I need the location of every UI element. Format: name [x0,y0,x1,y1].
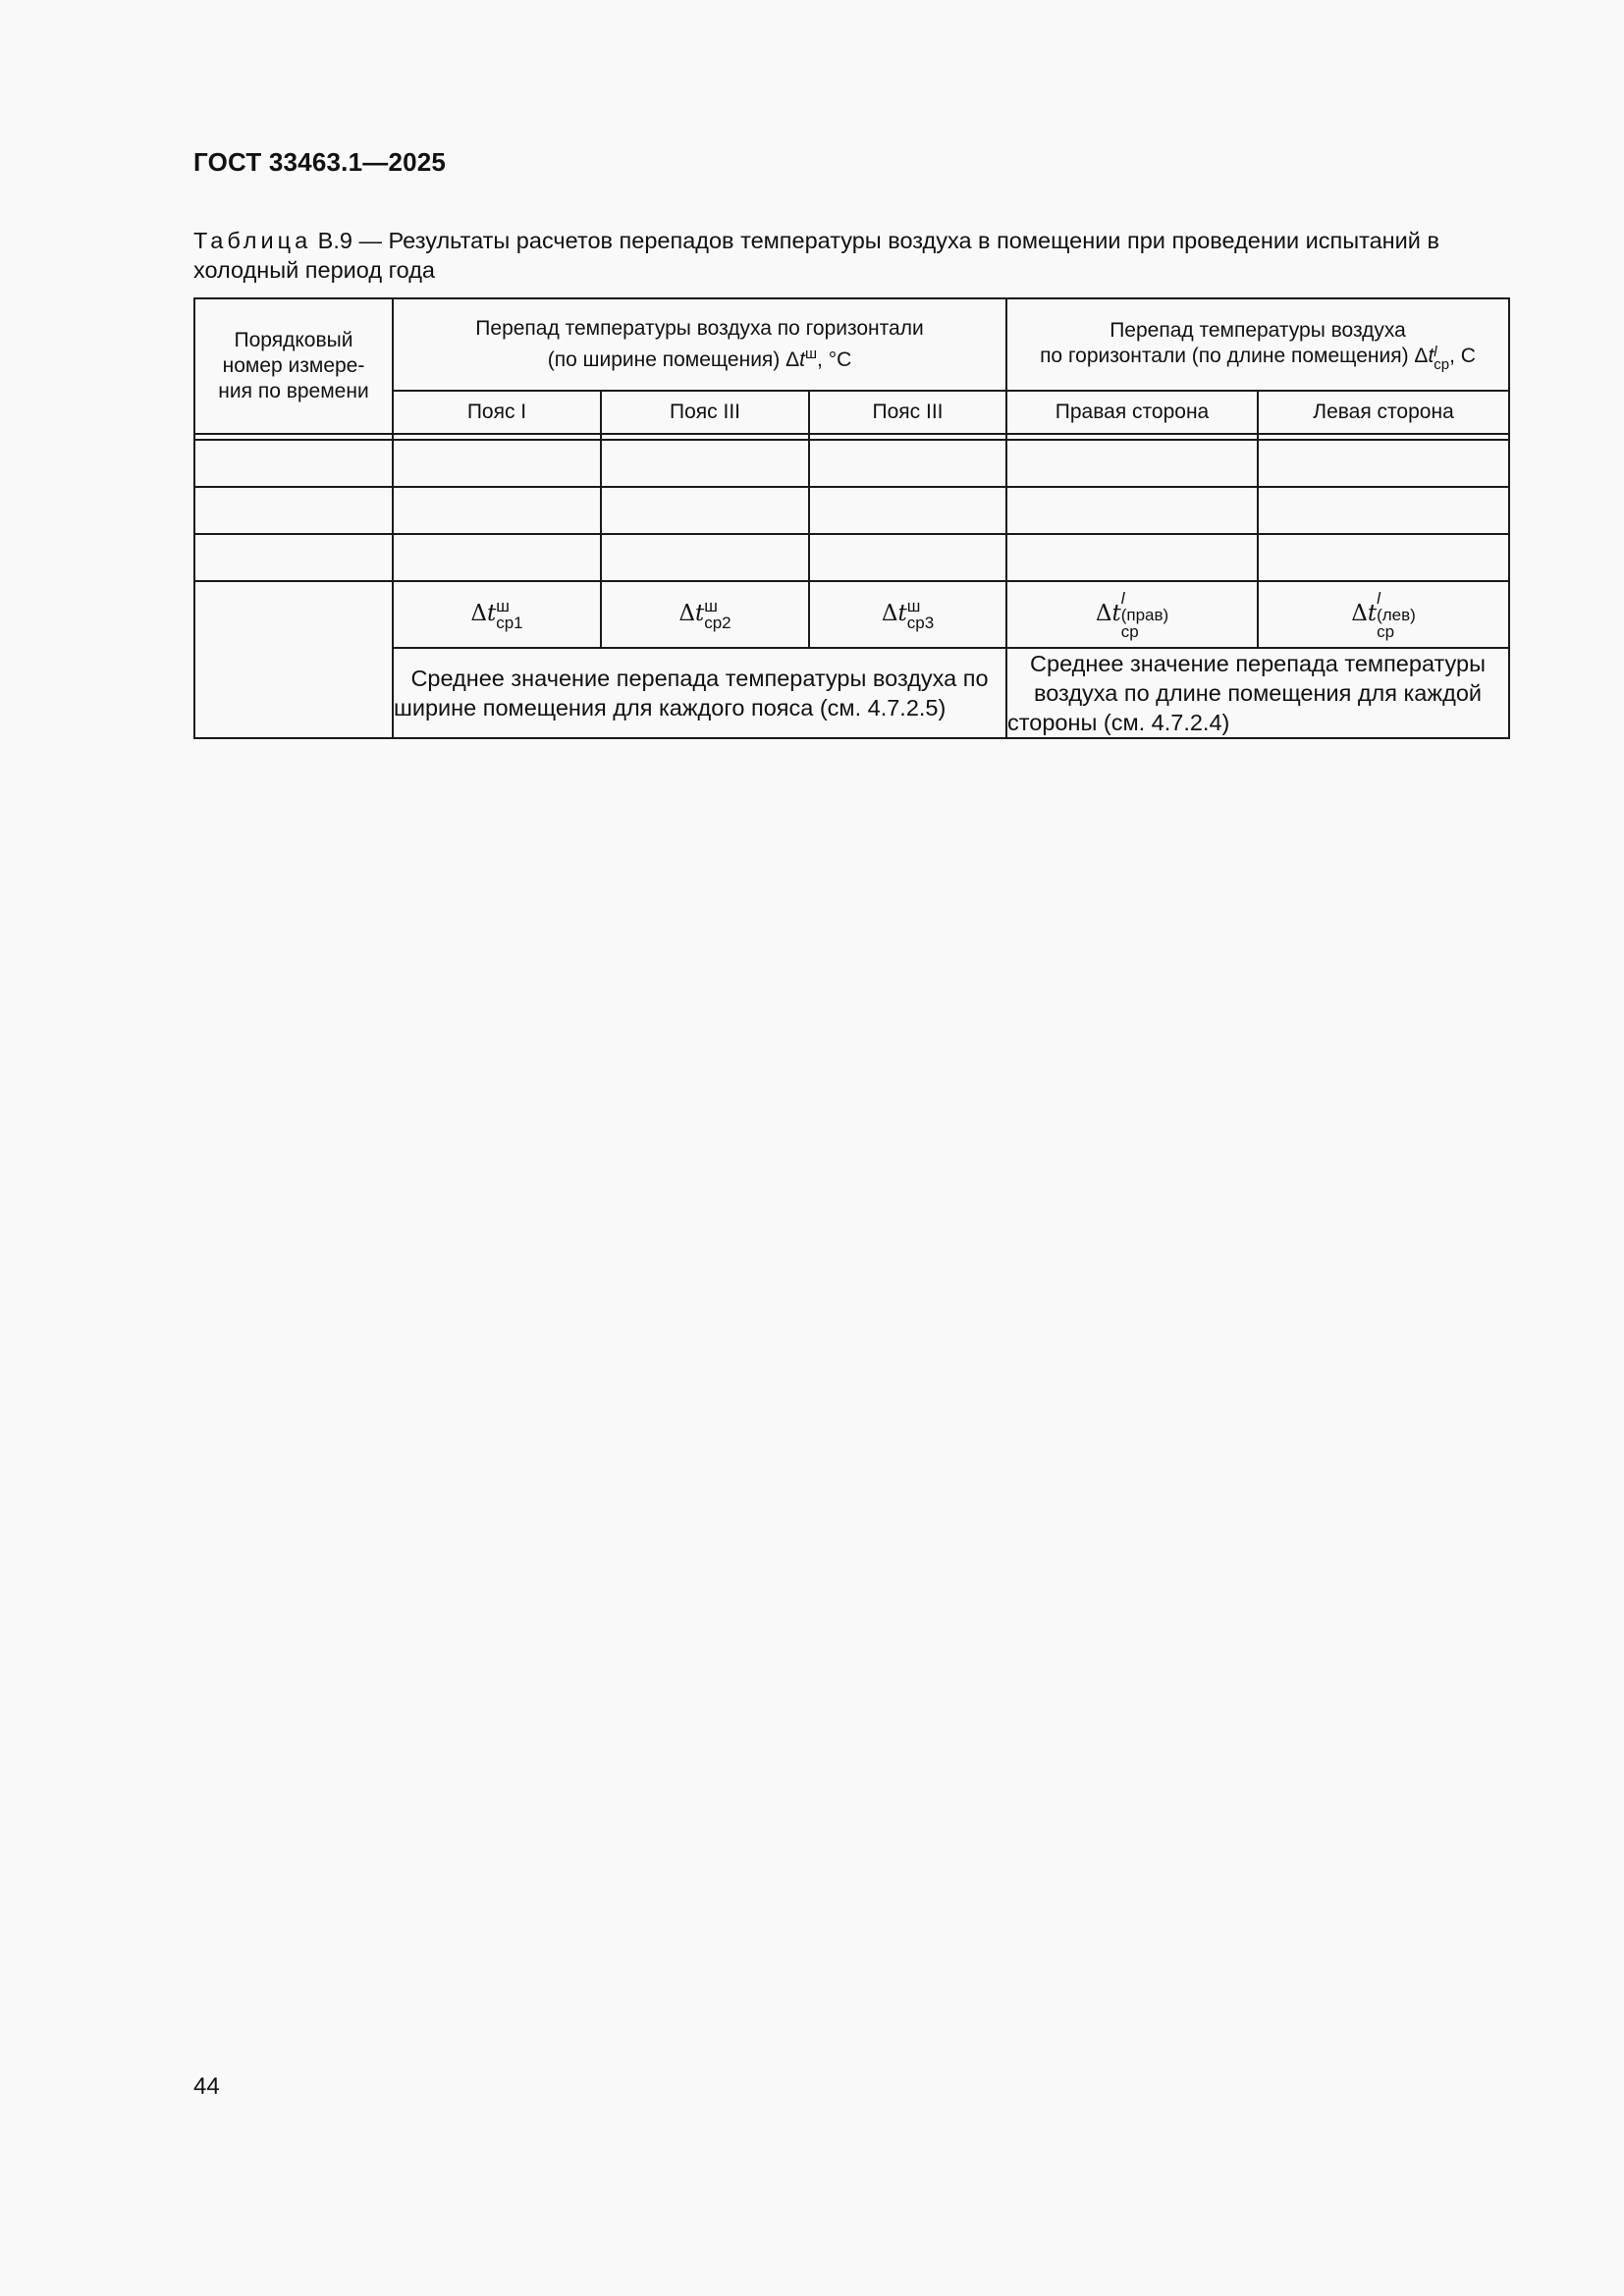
table-cell [194,440,393,487]
table-caption [193,226,1509,285]
table-cell [1006,440,1258,487]
table-cell [601,487,809,534]
table-cell [1006,534,1258,581]
table-row [194,440,1509,487]
table-cell [809,487,1006,534]
group-header-length [1006,298,1509,391]
row-header-line: Порядковый [234,329,353,351]
caption-prefix: Таблица [193,228,312,253]
table-cell [194,581,393,738]
formula-cell [1006,581,1258,648]
group-width-line2: (по ширине помещения) $\Delta t^ш$, °С [547,346,852,371]
group-length-line1: Перепад температуры воздуха [1110,319,1406,342]
table-cell [393,534,601,581]
formula-cell [809,581,1006,648]
table-row [194,487,1509,534]
group-header-width [393,298,1006,391]
column-header: Левая сторона [1258,391,1509,434]
page-number: 44 [193,2073,220,2100]
column-header: Пояс III [809,391,1006,434]
note-length: Среднее значение перепада температуры воздуха по длине помещения для каждой стороны (см. 4.7.2.4) [1006,648,1509,738]
table-row [194,534,1509,581]
formula-length-left: Δt l (лев) ср [1351,588,1416,641]
caption-text: В.9 — Результаты расчетов перепадов температуры воздуха в помещении при проведении испытаний в холодный период года [193,228,1439,283]
formula-width-1: Δt ш ср1 [470,597,523,632]
formula-cell [601,581,809,648]
row-header-line: ния по времени [218,380,369,402]
note-width: Среднее значение перепада температуры воздуха по ширине помещения для каждого пояса (см. 4.7.2.5) [393,648,1006,738]
table-cell [194,534,393,581]
table-cell [1258,440,1509,487]
formula-cell [1258,581,1509,648]
table-cell [601,440,809,487]
column-header: Пояс I [393,391,601,434]
row-header-line: номер измере- [222,354,365,377]
table-cell [1006,487,1258,534]
formula-length-right: Δt l (прав) ср [1095,588,1169,641]
group-width-line1: Перепад температуры воздуха по горизонтали [475,317,924,340]
table-cell [393,487,601,534]
table-cell [809,534,1006,581]
formula-width-3: Δt ш ср3 [881,597,935,632]
table-cell [1258,534,1509,581]
table-cell [601,534,809,581]
table-cell [393,440,601,487]
formula-cell [393,581,601,648]
table-cell [809,440,1006,487]
row-header-cell [194,298,393,434]
group-length-line2: по горизонтали (по длине помещения) Δt l ср , С [1040,344,1476,373]
header-row-groups [194,298,1509,391]
formula-width-2: Δt ш ср2 [678,597,731,632]
table-cell [1258,487,1509,534]
table-cell [194,487,393,534]
document-code: ГОСТ 33463.1—2025 [193,147,447,177]
formula-row [194,581,1509,648]
column-header: Правая сторона [1006,391,1258,434]
results-table [193,297,1510,739]
column-header: Пояс III [601,391,809,434]
